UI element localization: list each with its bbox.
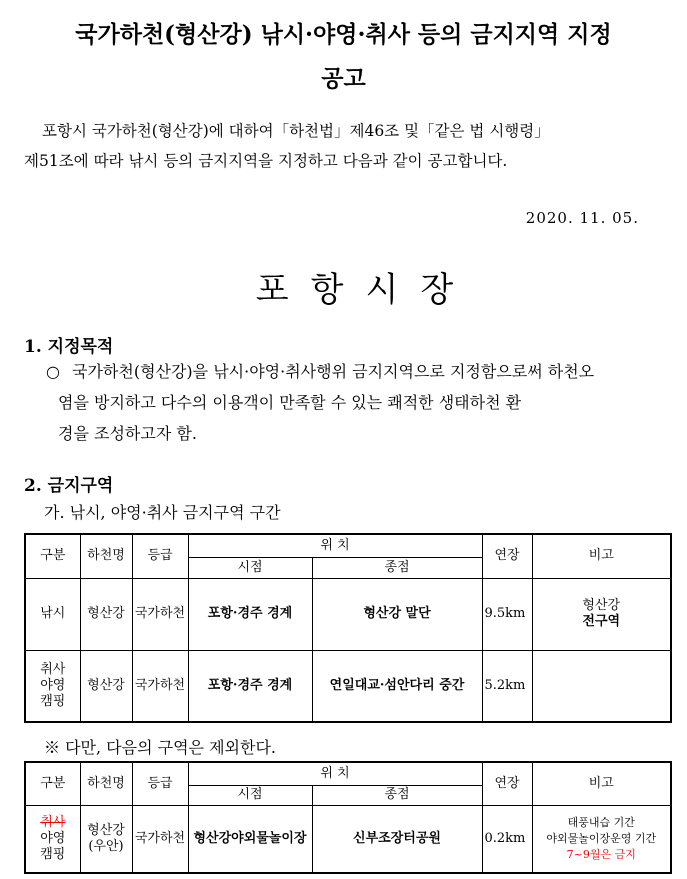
remark-line: 전구역 [582,614,621,629]
river-line: 형산강 [87,822,125,838]
table-row [25,805,671,873]
type-line: 취사 [40,661,66,677]
exception-zone-table [24,761,672,874]
type-line-struck: 취사 [40,814,66,830]
river-line: (우안) [88,838,124,854]
row-start: 포항·경주 경계 [188,650,312,722]
row-remark [532,578,671,650]
remark-line: 야외물놀이장운영 기간 [546,831,657,845]
row-river [80,805,132,873]
row-start: 형산강야외물놀이장 [188,805,312,873]
purpose-line2: 염을 방지하고 다수의 이용객이 만족할 수 있는 쾌적한 생태하천 환 [58,393,522,412]
intro-line2: 제51조에 따라 낚시 등의 금지지역을 지정하고 다음과 같이 공고합니다. [24,152,508,170]
header-end: 종점 [312,557,482,578]
type-line: 캠핑 [40,846,66,862]
prohibited-zone-table [24,533,672,723]
row-type: 낚시 [25,578,80,650]
document-title-line2: 공고 [321,65,366,92]
row-end: 연일대교·섬안다리 중간 [312,650,482,722]
header-start: 시점 [188,785,312,805]
header-river: 하천명 [80,534,132,578]
remark-line: 태풍내습 기간 [567,815,635,829]
header-start: 시점 [188,557,312,578]
row-river: 형산강 [80,578,132,650]
row-length: 9.5km [482,578,532,650]
section2-heading: 2. 금지구역 [24,476,114,496]
type-line: 야영 [40,830,66,846]
header-location: 위 치 [188,534,482,557]
row-start: 포항·경주 경계 [188,578,312,650]
row-remark [532,805,671,873]
purpose-line1: 국가하천(형산강)을 낚시·야영·취사행위 금지지역으로 지정함으로써 하천오 [72,362,595,381]
header-type: 구분 [25,534,80,578]
type-line: 야영 [40,677,66,693]
header-grade: 등급 [132,534,188,578]
row-grade: 국가하천 [132,650,188,722]
document-title: 국가하천(형산강) 낚시·야영·취사 등의 금지지역 지정 [75,21,612,48]
intro-line1: 포항시 국가하천(형산강)에 대하여「하천법」제46조 및「같은 법 시행령」 [42,122,550,140]
announcement-date: 2020. 11. 05. [525,209,639,227]
row-grade: 국가하천 [132,805,188,873]
signer-name: 포항시장 [255,270,476,310]
header-grade: 등급 [132,762,188,805]
header-remark: 비고 [532,534,671,578]
header-length: 연장 [482,534,532,578]
type-line: 캠핑 [40,693,66,709]
header-location: 위 치 [188,762,482,785]
section1-heading: 1. 지정목적 [24,337,114,357]
row-length: 5.2km [482,650,532,722]
table-row [25,650,671,722]
section2-subheading: 가. 낚시, 야영·취사 금지구역 구간 [44,503,281,522]
row-end: 신부조장터공원 [312,805,482,873]
bullet-mark: ○ [46,362,60,381]
row-end: 형산강 말단 [312,578,482,650]
remark-line: 형산강 [582,598,621,613]
row-length: 0.2km [482,805,532,873]
table-row [25,578,671,650]
purpose-line3: 경을 조성하고자 함. [58,424,197,443]
row-remark [532,650,671,722]
row-river: 형산강 [80,650,132,722]
exception-note: ※ 다만, 다음의 구역은 제외한다. [44,738,276,757]
header-river: 하천명 [80,762,132,805]
row-grade: 국가하천 [132,578,188,650]
row-type [25,805,80,873]
header-type: 구분 [25,762,80,805]
remark-line: 7~9월은 금지 [566,847,636,861]
header-length: 연장 [482,762,532,805]
header-remark: 비고 [532,762,671,805]
header-end: 종점 [312,785,482,805]
row-type [25,650,80,722]
